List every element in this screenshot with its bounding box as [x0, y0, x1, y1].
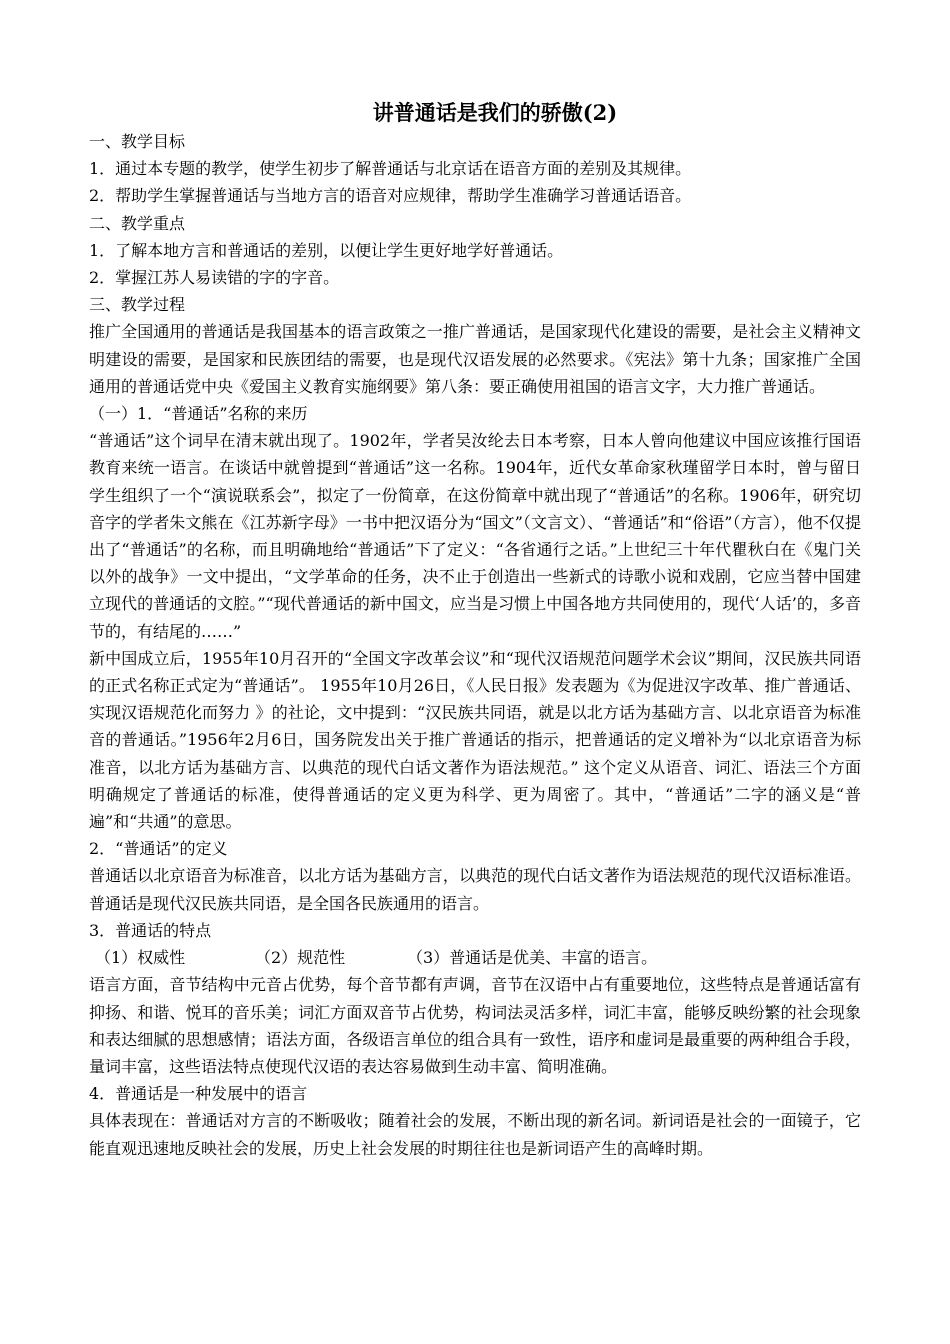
subheading-origin: （一）1．“普通话”名称的来历: [89, 404, 308, 424]
document-page: [89, 98, 861, 1162]
trait-item-2: （2）规范性: [255, 948, 346, 968]
subheading-features: 3．普通话的特点: [89, 920, 212, 940]
focus-item-2: 2．掌握江苏人易读错的字的字音。: [89, 268, 340, 288]
focus-item-1: 1．了解本地方言和普通话的差别，以便让学生更好地学好普通话。: [89, 240, 564, 260]
features-paragraph: 语言方面，音节结构中元音占优势，每个音节都有声调，音节在汉语中占有重要地位，这些特点是普通话富有抑扬、和谐、悦耳的音乐美；词汇方面双音节占优势，构词法灵活多样，词汇丰富，能够反映纷繁的社会现象和表达细腻的思想感情；语法方面，各级语言单位的组合具有一致性，语序和虚词是最重要的两种组合手段，量词丰富，这些语法特点使现代汉语的表达容易做到生动丰富、简明准确。: [89, 975, 861, 1076]
subheading-definition: 2．“普通话”的定义: [89, 839, 228, 859]
section-heading-process: 三、教学过程: [89, 295, 186, 315]
trait-item-1: （1）权威性: [95, 948, 186, 968]
section-heading-goals: 一、教学目标: [89, 132, 186, 151]
subheading-development: 4．普通话是一种发展中的语言: [89, 1084, 308, 1104]
definition-paragraph: 普通话以北京语音为标准音，以北方话为基础方言，以典范的现代白话文著作为语法规范的现代汉语标准语。普通话是现代汉民族共同语，是全国各民族通用的语言。: [89, 866, 861, 913]
goal-item-2: 2．帮助学生掌握普通话与当地方言的语音对应规律，帮助学生准确学习普通话语音。: [89, 186, 692, 206]
development-paragraph: 具体表现在：普通话对方言的不断吸收；随着社会的发展，不断出现的新名词。新词语是社会的一面镜子，它能直观迅速地反映社会的发展，历史上社会发展的时期往往也是新词语产生的高峰时期。: [89, 1111, 861, 1158]
section-heading-focus: 二、教学重点: [89, 213, 186, 233]
trait-item-3: （3）普通话是优美、丰富的语言。: [407, 948, 658, 968]
features-trait-row: [89, 944, 861, 971]
origin-paragraph-1: “普通话”这个词早在清末就出现了。1902年，学者吴汝纶去日本考察，日本人曾向他建议中国应该推行国语教育来统一语言。在谈话中就曾提到“普通话”这一名称。1904年，近代女革命家秋瑾留学日本时，曾与留日学生组织了一个“演说联系会”，拟定了一份简章，在这份简章中就出现了“普通话”的名称。1906年，研究切音字的学者朱文熊在《江苏新字母》一书中把汉语分为“国文”（文言文）、“普通话”和“俗语”（方言），他不仅提出了“普通话”的名称，而且明确地给“普通话”下了定义：“各省通行之话。”上世纪三十年代瞿秋白在《鬼门关以外的战争》一文中提出，“文学革命的任务，决不止于创造出一些新式的诗歌小说和戏剧，它应当替中国建立现代的普通话的文腔。”“现代普通话的新中国文，应当是习惯上中国各地方共同使用的，现代‘人话’的，多音节的，有结尾的……”: [89, 431, 861, 641]
goal-item-1: 1．通过本专题的教学，使学生初步了解普通话与北京话在语音方面的差别及其规律。: [89, 159, 692, 179]
intro-paragraph: 推广全国通用的普通话是我国基本的语言政策之一推广普通话，是国家现代化建设的需要，是社会主义精神文明建设的需要，是国家和民族团结的需要，也是现代汉语发展的必然要求。《宪法》第十九条；国家推广全国通用的普通话党中央《爱国主义教育实施纲要》第八条：要正确使用祖国的语言文字，大力推广普通话。: [89, 322, 861, 396]
origin-paragraph-2: 新中国成立后，1955年10月召开的“全国文字改革会议”和“现代汉语规范问题学术会议”期间，汉民族共同语的正式名称正式定为“普通话”。 1955年10月26日，《人民日报》发表题为《为促进汉字改革、推广普通话、实现汉语规范化而努力 》的社论，文中提到：“汉民族共同语，就是以北方话为基础方言、以北京语音为标准音的普通话。”1956年2月6日，国务院发出关于推广普通话的指示，把普通话的定义增补为“以北京语音为标准音，以北方话为基础方言、以典范的现代白话文著作为语法规范。” 这个定义从语音、词汇、语法三个方面明确规定了普通话的标准，使得普通话的定义更为科学、更为周密了。其中，“普通话”二字的涵义是“普遍”和“共通”的意思。: [89, 648, 861, 832]
document-title: 讲普通话是我们的骄傲(2): [372, 100, 618, 125]
